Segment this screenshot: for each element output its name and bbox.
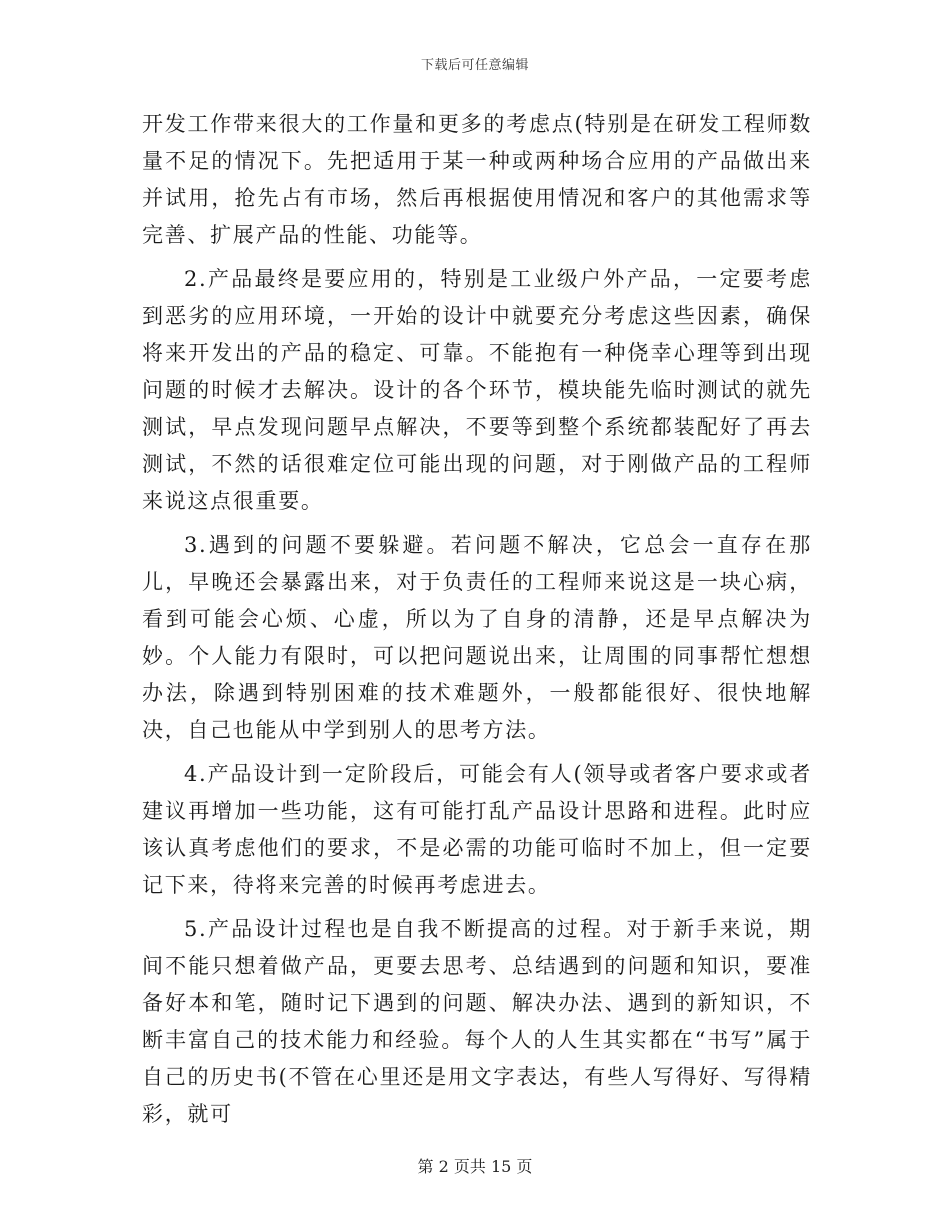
paragraph-5: 5.产品设计过程也是自我不断提高的过程。对于新手来说，期间不能只想着做产品，更要去思考、总结遇到的问题和知识，要准备好本和笔，随时记下遇到的问题、解决办法、遇到的新知识，不断丰富自己的技术能力和经验。每个人的人生其实都在“书写”属于自己的历史书(不管在心里还是用文字表达，有些人写得好、写得精彩，就可 [142,917,812,1126]
document-body [142,106,812,1140]
page-header-note: 下载后可任意编辑 [420,58,529,73]
paragraph-2: 2.产品最终是要应用的，特别是工业级户外产品，一定要考虑到恶劣的应用环境，一开始的设计中就要充分考虑这些因素，确保将来开发出的产品的稳定、可靠。不能抱有一种侥幸心理等到出现问题的时候才去解决。设计的各个环节，模块能先临时测试的就先测试，早点发现问题早点解决，不要等到整个系统都装配好了再去测试，不然的话很难定位可能出现的问题，对于刚做产品的工程师来说这点很重要。 [142,267,812,513]
paragraph-1: 开发工作带来很大的工作量和更多的考虑点(特别是在研发工程师数量不足的情况下。先把适用于某一种或两种场合应用的产品做出来并试用，抢先占有市场，然后再根据使用情况和客户的其他需求等完善、扩展产品的性能、功能等。 [142,112,812,247]
paragraph-3: 3.遇到的问题不要躲避。若问题不解决，它总会一直存在那儿，早晚还会暴露出来，对于负责任的工程师来说这是一块心病，看到可能会心烦、心虚，所以为了自身的清静，还是早点解决为妙。个人能力有限时，可以把问题说出来，让周围的同事帮忙想想办法，除遇到特别困难的技术难题外，一般都能很好、很快地解决，自己也能从中学到别人的思考方法。 [142,533,812,742]
paragraph-4: 4.产品设计到一定阶段后，可能会有人(领导或者客户要求或者建议再增加一些功能，这有可能打乱产品设计思路和进程。此时应该认真考虑他们的要求，不是必需的功能可临时不加上，但一定要记下来，待将来完善的时候再考虑进去。 [142,762,812,897]
page-number-footer: 第 2 页共 15 页 [417,1157,533,1176]
